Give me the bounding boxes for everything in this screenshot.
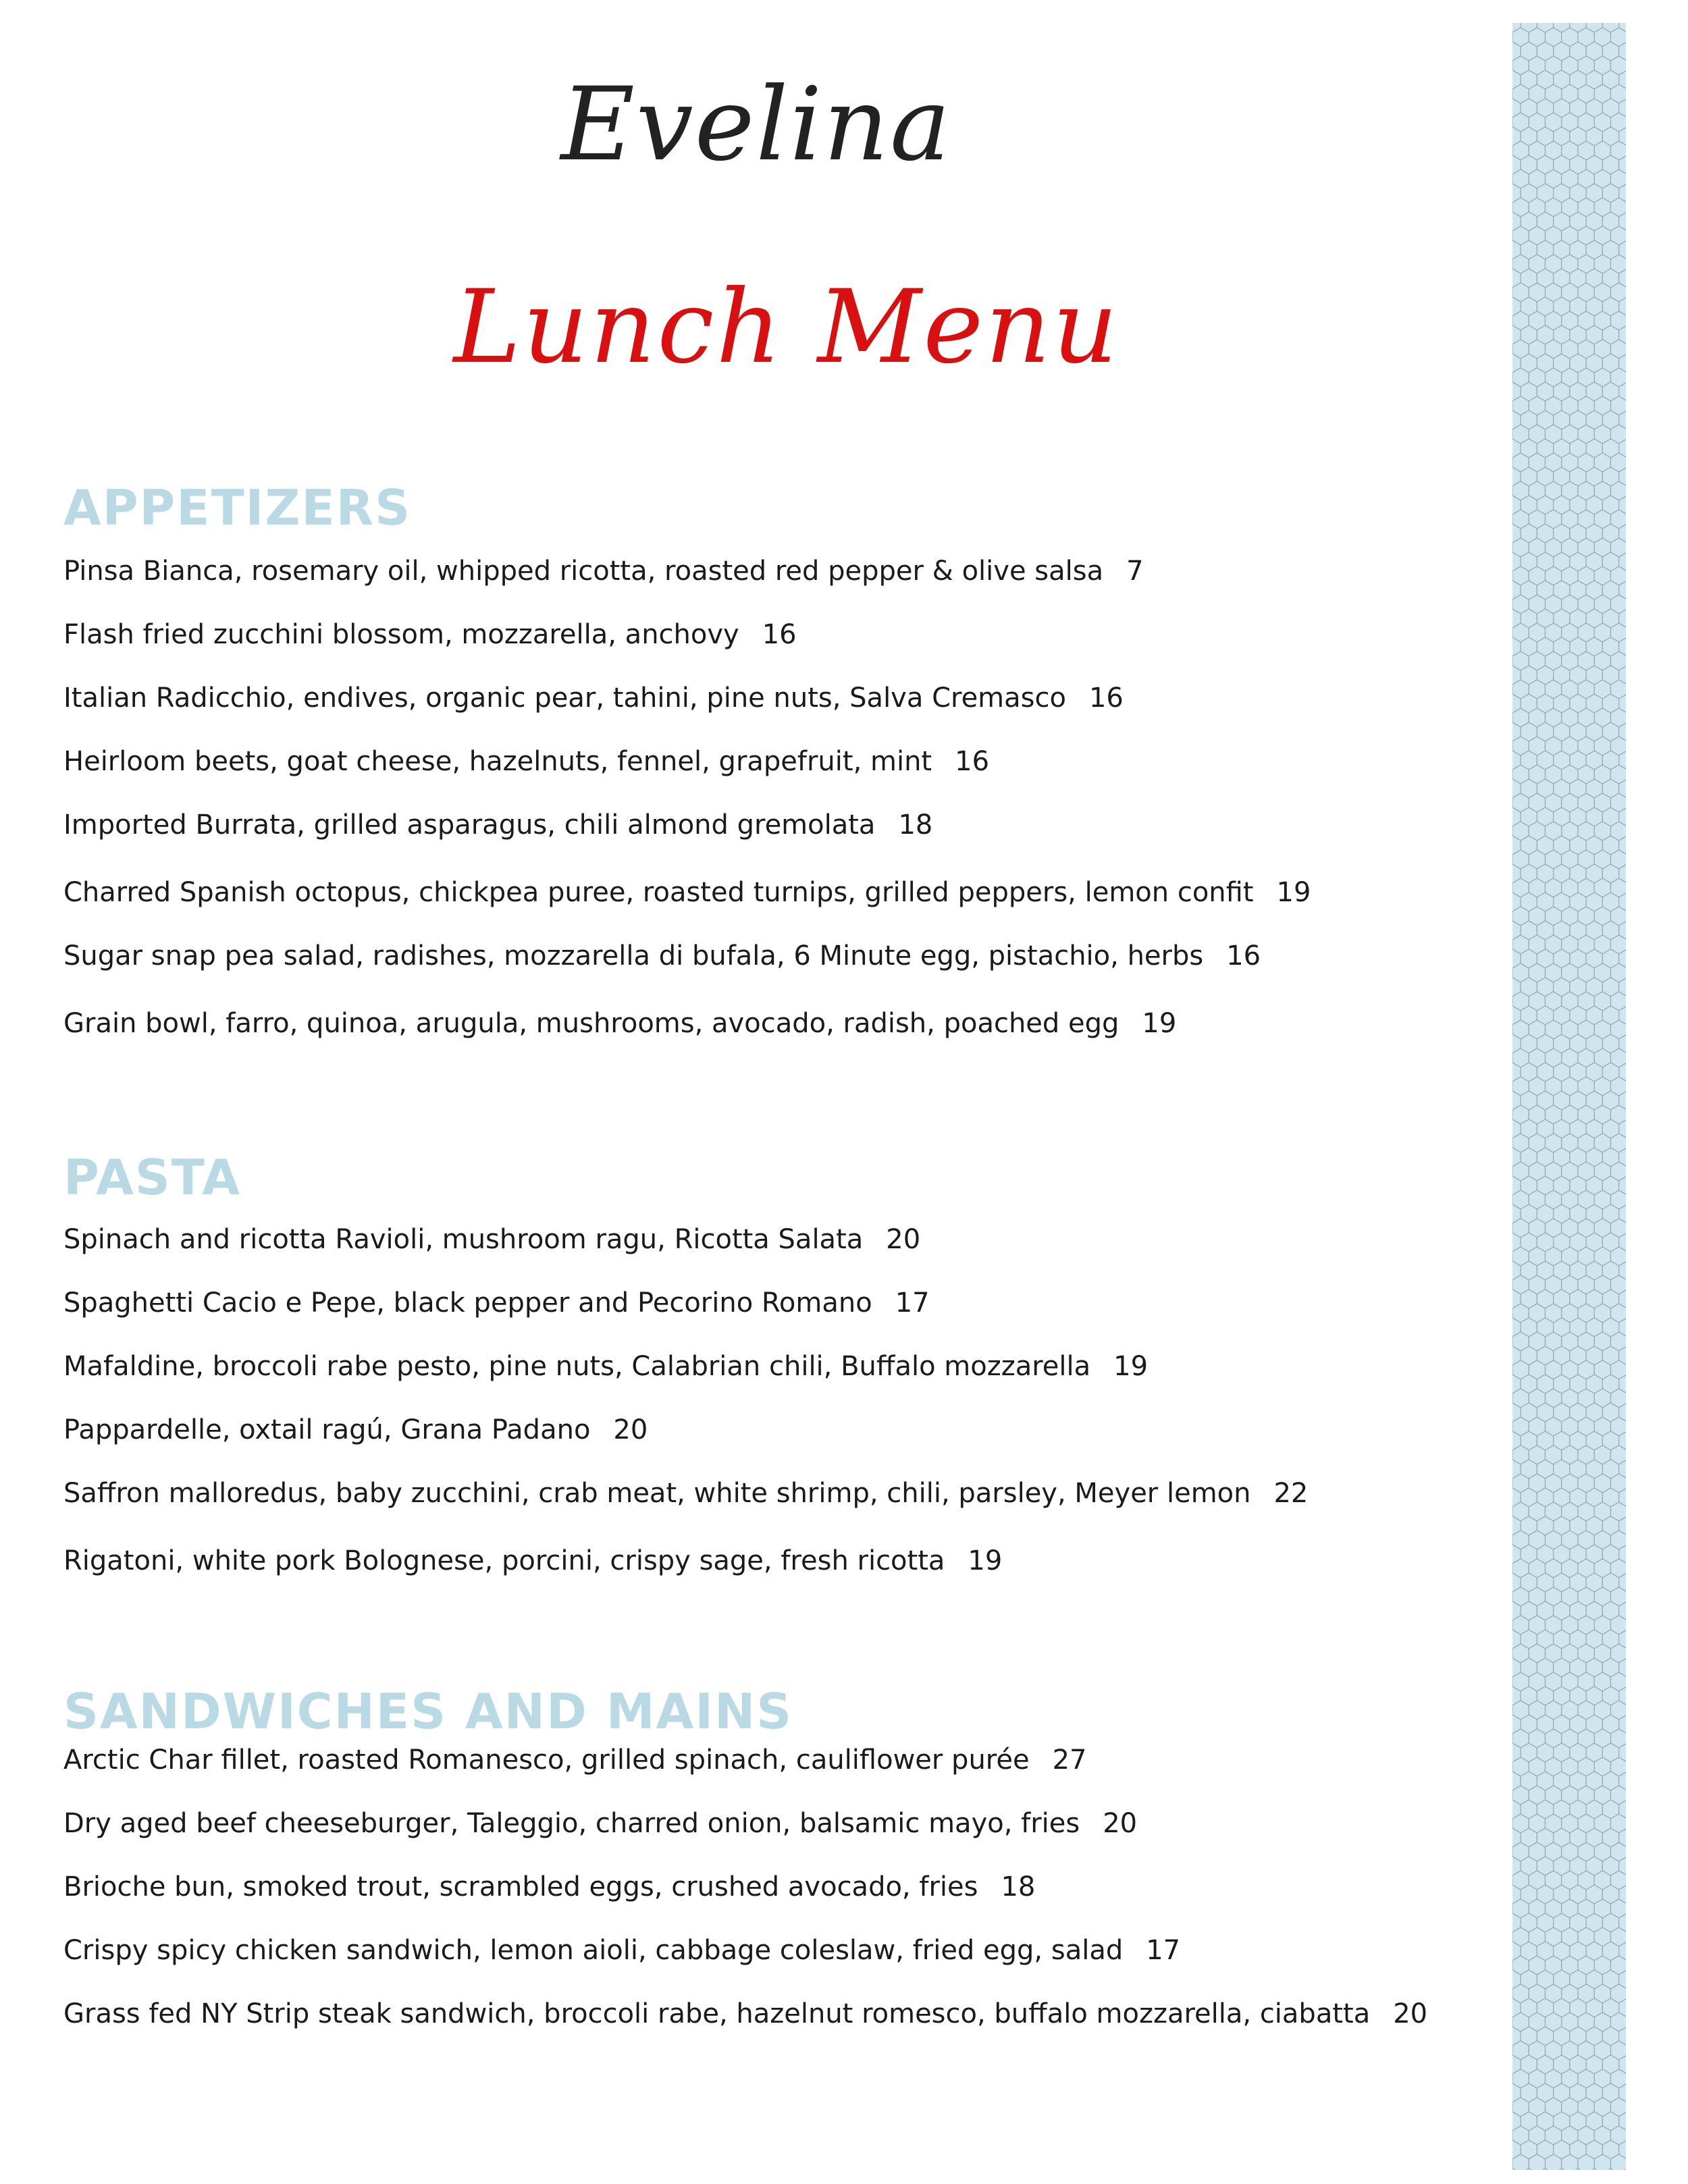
item-description: Rigatoni, white pork Bolognese, porcini, crispy sage, fresh ricotta <box>63 1545 945 1576</box>
section-appetizers <box>63 481 1481 1040</box>
item-price: 17 <box>895 1287 930 1319</box>
item-description: Pappardelle, oxtail ragú, Grana Padano <box>63 1414 591 1445</box>
item-description: Spinach and ricotta Ravioli, mushroom ragu, Ricotta Salata <box>63 1224 864 1255</box>
section-pasta <box>63 1150 1481 1577</box>
item-description: Sugar snap pea salad, radishes, mozzarella di bufala, 6 Minute egg, pistachio, herbs <box>63 940 1204 971</box>
item-price: 19 <box>968 1545 1003 1576</box>
menu-item <box>63 1477 1481 1510</box>
item-price: 27 <box>1052 1744 1087 1776</box>
item-price: 19 <box>1142 1008 1177 1039</box>
menu-item <box>63 1223 1481 1256</box>
menu-item <box>63 940 1481 972</box>
restaurant-name: Evelina <box>560 66 952 184</box>
item-description: Saffron malloredus, baby zucchini, crab meat, white shrimp, chili, parsley, Meyer lemon <box>63 1478 1251 1509</box>
item-price: 16 <box>955 746 990 777</box>
menu-item <box>63 682 1481 714</box>
item-description: Heirloom beets, goat cheese, hazelnuts, fennel, grapefruit, mint <box>63 746 932 777</box>
section-heading: PASTA <box>63 1149 241 1206</box>
menu-item <box>63 1414 1481 1446</box>
item-price: 17 <box>1146 1935 1181 1966</box>
item-price: 20 <box>613 1414 648 1445</box>
menu-item <box>63 555 1481 587</box>
item-description: Spaghetti Cacio e Pepe, black pepper and Pecorino Romano <box>63 1287 872 1319</box>
menu-title: Lunch Menu <box>453 269 1120 386</box>
menu-item <box>63 1545 1481 1577</box>
item-description: Brioche bun, smoked trout, scrambled eggs, crushed avocado, fries <box>63 1871 978 1902</box>
menu-item <box>63 809 1481 841</box>
section-sandwiches-and-mains <box>63 1684 1481 2030</box>
item-price: 20 <box>1393 1998 1428 2029</box>
menu-item <box>63 745 1481 778</box>
menu-item <box>63 1998 1481 2030</box>
section-heading: APPETIZERS <box>63 479 412 536</box>
item-description: Imported Burrata, grilled asparagus, chili almond gremolata <box>63 809 876 841</box>
menu-item <box>63 1871 1481 1903</box>
item-description: Crispy spicy chicken sandwich, lemon aioli, cabbage coleslaw, fried egg, salad <box>63 1935 1124 1966</box>
item-description: Flash fried zucchini blossom, mozzarella, anchovy <box>63 619 739 650</box>
item-description: Arctic Char fillet, roasted Romanesco, grilled spinach, cauliflower purée <box>63 1744 1030 1776</box>
item-price: 18 <box>1001 1871 1036 1902</box>
item-price: 19 <box>1276 877 1311 908</box>
item-description: Charred Spanish octopus, chickpea puree, roasted turnips, grilled peppers, lemon confit <box>63 877 1254 908</box>
item-price: 16 <box>1088 683 1124 714</box>
menu-item <box>63 876 1481 909</box>
menu-item <box>63 1744 1481 1776</box>
item-price: 20 <box>886 1224 921 1255</box>
menu-item <box>63 1287 1481 1319</box>
item-price: 22 <box>1273 1478 1309 1509</box>
item-price: 7 <box>1126 556 1144 587</box>
item-description: Grass fed NY Strip steak sandwich, broccoli rabe, hazelnut romesco, buffalo mozzarella, ciabatta <box>63 1998 1371 2029</box>
item-price: 16 <box>1226 940 1261 971</box>
menu-item <box>63 1934 1481 1967</box>
item-price: 18 <box>898 809 933 841</box>
menu-item <box>63 1007 1481 1040</box>
item-price: 16 <box>762 619 797 650</box>
item-description: Mafaldine, broccoli rabe pesto, pine nuts, Calabrian chili, Buffalo mozzarella <box>63 1351 1091 1382</box>
menu-item <box>63 1350 1481 1383</box>
item-description: Grain bowl, farro, quinoa, arugula, mushrooms, avocado, radish, poached egg <box>63 1008 1119 1039</box>
section-heading: SANDWICHES AND MAINS <box>63 1683 793 1740</box>
item-description: Dry aged beef cheeseburger, Taleggio, charred onion, balsamic mayo, fries <box>63 1808 1080 1839</box>
item-description: Italian Radicchio, endives, organic pear, tahini, pine nuts, Salva Cremasco <box>63 683 1066 714</box>
item-description: Pinsa Bianca, rosemary oil, whipped ricotta, roasted red pepper & olive salsa <box>63 556 1104 587</box>
item-price: 20 <box>1103 1808 1138 1839</box>
menu-item <box>63 1807 1481 1840</box>
item-price: 19 <box>1113 1351 1149 1382</box>
menu-item <box>63 618 1481 651</box>
